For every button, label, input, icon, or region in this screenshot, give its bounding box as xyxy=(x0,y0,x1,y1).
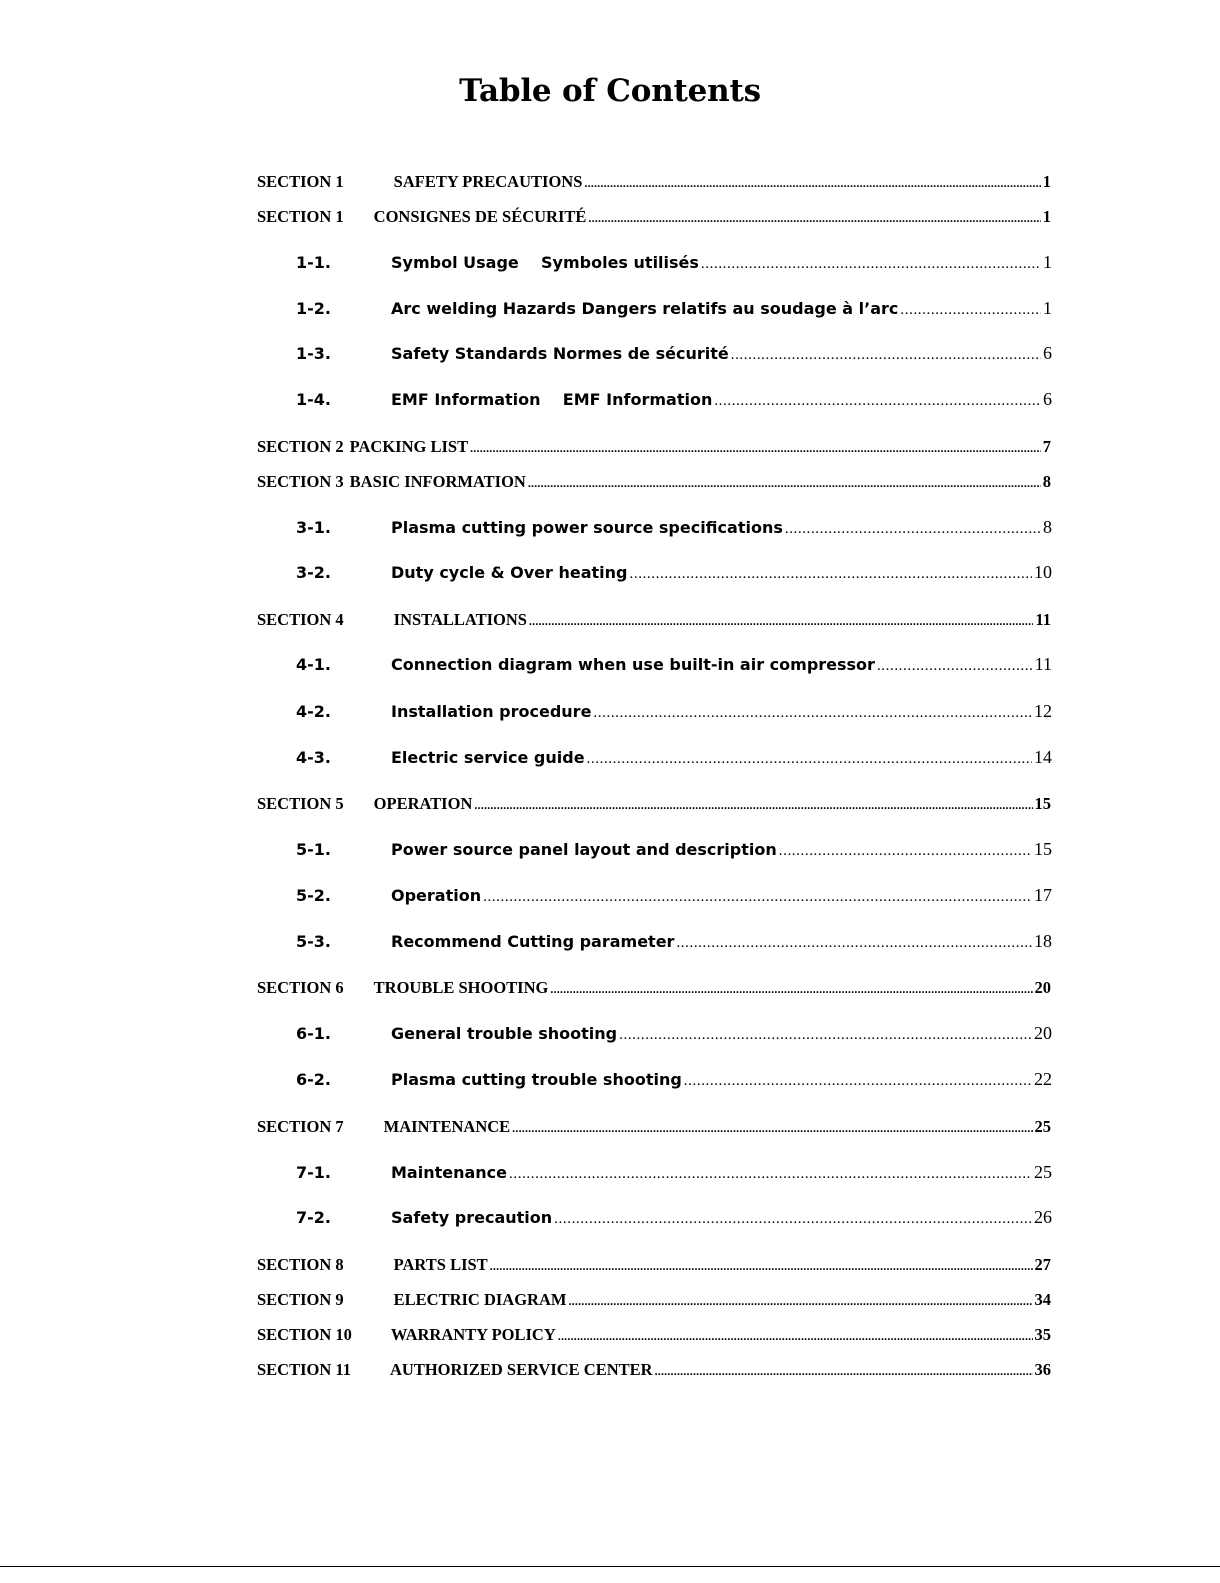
toc-entry-label: MAINTENANCE xyxy=(383,1117,511,1136)
toc-subsection-entry[interactable] xyxy=(296,1069,1052,1090)
toc-entry-number: 7-2. xyxy=(296,1208,331,1227)
toc-section-entry[interactable] xyxy=(257,1117,1051,1137)
toc-section-entry[interactable] xyxy=(257,207,1051,227)
toc-entry-number: 5-2. xyxy=(296,886,331,905)
toc-page-number: 20 xyxy=(1034,978,1051,997)
toc-page-number: 20 xyxy=(1034,1023,1052,1043)
toc-entry-number: SECTION 6 xyxy=(257,978,344,997)
toc-page-number: 11 xyxy=(1034,654,1052,674)
toc-dot-leader xyxy=(490,1259,1033,1274)
toc-page-number: 10 xyxy=(1034,562,1052,582)
toc-page-number: 7 xyxy=(1042,437,1051,456)
toc-entry-number: 4-3. xyxy=(296,748,331,767)
toc-entry-number: SECTION 2 xyxy=(257,437,344,456)
toc-entry-label: WARRANTY POLICY xyxy=(390,1325,556,1344)
toc-entry-label: CONSIGNES DE SÉCURITÉ xyxy=(373,207,587,226)
toc-entry-number: 3-2. xyxy=(296,563,331,582)
toc-dot-leader xyxy=(714,393,1041,410)
toc-page-number: 1 xyxy=(1042,207,1051,226)
toc-dot-leader xyxy=(529,614,1033,629)
toc-entry-number: SECTION 7 xyxy=(257,1117,344,1136)
toc-subsection-entry[interactable] xyxy=(296,839,1052,860)
toc-entry-label: Safety precaution xyxy=(391,1208,553,1227)
toc-entry-label: Plasma cutting trouble shooting xyxy=(391,1070,682,1089)
toc-entry-label: BASIC INFORMATION xyxy=(349,472,526,491)
toc-entry-label: Duty cycle & Over heating xyxy=(391,563,628,582)
toc-entry-label: Installation procedure xyxy=(391,702,592,721)
bottom-divider xyxy=(0,1566,1220,1567)
toc-section-entry[interactable] xyxy=(257,1290,1051,1310)
toc-entry-label: Electric service guide xyxy=(391,748,585,767)
toc-entry-number: 1-4. xyxy=(296,390,331,409)
toc-dot-leader xyxy=(550,982,1032,997)
toc-entry-number: 4-2. xyxy=(296,702,331,721)
toc-subsection-entry[interactable] xyxy=(296,562,1052,583)
toc-dot-leader xyxy=(512,1121,1032,1136)
toc-entry-label: Safety Standards Normes de sécurité xyxy=(391,344,729,363)
toc-subsection-entry[interactable] xyxy=(296,1162,1052,1183)
toc-entry-number: 5-3. xyxy=(296,932,331,951)
toc-section-entry[interactable] xyxy=(257,472,1051,492)
toc-entry-number: 7-1. xyxy=(296,1163,331,1182)
toc-entry-number: 3-1. xyxy=(296,518,331,537)
toc-page-number: 1 xyxy=(1043,298,1052,318)
toc-page-number: 6 xyxy=(1043,343,1052,363)
toc-subsection-entry[interactable] xyxy=(296,389,1052,410)
toc-section-entry[interactable] xyxy=(257,437,1051,457)
toc-entry-label: Power source panel layout and description xyxy=(391,840,777,859)
toc-entry-label: General trouble shooting xyxy=(391,1024,618,1043)
toc-dot-leader xyxy=(779,843,1032,860)
toc-section-entry[interactable] xyxy=(257,610,1051,630)
toc-entry-number: 1-2. xyxy=(296,299,331,318)
toc-entry-number: SECTION 3 xyxy=(257,472,344,491)
toc-page-number: 15 xyxy=(1034,839,1052,859)
toc-page-number: 36 xyxy=(1034,1360,1051,1379)
toc-entry-label: EMF Information EMF Information xyxy=(391,390,713,409)
toc-dot-leader xyxy=(474,798,1032,813)
toc-page-number: 1 xyxy=(1042,172,1051,191)
toc-entry-label: INSTALLATIONS xyxy=(393,610,527,629)
toc-dot-leader xyxy=(701,256,1041,273)
toc-page-number: 17 xyxy=(1034,885,1052,905)
toc-page-number: 27 xyxy=(1034,1255,1051,1274)
toc-dot-leader xyxy=(731,347,1041,364)
toc-section-entry[interactable] xyxy=(257,1360,1051,1380)
toc-entry-label: PARTS LIST xyxy=(393,1255,488,1274)
toc-entry-label: PACKING LIST xyxy=(349,437,469,456)
toc-entry-number: SECTION 8 xyxy=(257,1255,344,1274)
toc-entry-number: SECTION 5 xyxy=(257,794,344,813)
toc-entry-label: Operation xyxy=(391,886,482,905)
toc-entry-number: 6-1. xyxy=(296,1024,331,1043)
toc-dot-leader xyxy=(785,521,1041,538)
toc-subsection-entry[interactable] xyxy=(296,298,1052,319)
toc-entry-number: SECTION 10 xyxy=(257,1325,352,1344)
toc-section-entry[interactable] xyxy=(257,978,1051,998)
toc-dot-leader xyxy=(630,566,1032,583)
toc-subsection-entry[interactable] xyxy=(296,747,1052,768)
toc-page-number: 25 xyxy=(1034,1117,1051,1136)
toc-entry-number: 5-1. xyxy=(296,840,331,859)
toc-section-entry[interactable] xyxy=(257,1255,1051,1275)
toc-section-entry[interactable] xyxy=(257,172,1051,192)
toc-section-entry[interactable] xyxy=(257,1325,1051,1345)
toc-subsection-entry[interactable] xyxy=(296,654,1052,675)
toc-page-number: 25 xyxy=(1034,1162,1052,1182)
toc-entry-label: SAFETY PRECAUTIONS xyxy=(393,172,583,191)
toc-entry-label: Arc welding Hazards Dangers relatifs au soudage à l’arc xyxy=(391,299,899,318)
page-title: Table of Contents xyxy=(459,73,761,109)
toc-entry-number: SECTION 1 xyxy=(257,172,344,191)
toc-page-number: 34 xyxy=(1034,1290,1051,1309)
toc-dot-leader xyxy=(568,1294,1032,1309)
toc-entry-label: Plasma cutting power source specifications xyxy=(391,518,783,537)
toc-dot-leader xyxy=(509,1166,1032,1183)
toc-entry-number: SECTION 1 xyxy=(257,207,344,226)
toc-entry-label: Symbol Usage Symboles utilisés xyxy=(391,253,699,272)
toc-page-number: 8 xyxy=(1043,517,1052,537)
toc-entry-label: Connection diagram when use built-in air compressor xyxy=(391,655,875,674)
toc-subsection-entry[interactable] xyxy=(296,701,1052,722)
toc-page-number: 14 xyxy=(1034,747,1052,767)
toc-page-number: 8 xyxy=(1042,472,1051,491)
toc-subsection-entry[interactable] xyxy=(296,1207,1052,1228)
toc-dot-leader xyxy=(558,1329,1033,1344)
toc-page-number: 1 xyxy=(1043,252,1052,272)
toc-entry-label: AUTHORIZED SERVICE CENTER xyxy=(390,1360,653,1379)
toc-dot-leader xyxy=(554,1211,1032,1228)
toc-entry-label: Recommend Cutting parameter xyxy=(391,932,675,951)
toc-section-entry[interactable] xyxy=(257,794,1051,814)
toc-dot-leader xyxy=(684,1073,1032,1090)
toc-dot-leader xyxy=(587,751,1032,768)
toc-subsection-entry[interactable] xyxy=(296,885,1052,906)
toc-dot-leader xyxy=(588,211,1040,226)
toc-page-number: 35 xyxy=(1034,1325,1051,1344)
toc-dot-leader xyxy=(593,705,1032,722)
toc-entry-number: 4-1. xyxy=(296,655,331,674)
toc-subsection-entry[interactable] xyxy=(296,931,1052,952)
toc-subsection-entry[interactable] xyxy=(296,1023,1052,1044)
toc-dot-leader xyxy=(528,476,1041,491)
toc-dot-leader xyxy=(483,889,1032,906)
toc-subsection-entry[interactable] xyxy=(296,343,1052,364)
toc-page-number: 12 xyxy=(1034,701,1052,721)
toc-dot-leader xyxy=(655,1364,1033,1379)
toc-page-number: 18 xyxy=(1034,931,1052,951)
toc-dot-leader xyxy=(619,1027,1032,1044)
toc-dot-leader xyxy=(900,302,1041,319)
toc-page-number: 22 xyxy=(1034,1069,1052,1089)
toc-entry-number: 6-2. xyxy=(296,1070,331,1089)
toc-subsection-entry[interactable] xyxy=(296,517,1052,538)
toc-entry-number: SECTION 4 xyxy=(257,610,344,629)
toc-entry-label: TROUBLE SHOOTING xyxy=(373,978,549,997)
toc-entry-label: OPERATION xyxy=(373,794,473,813)
toc-entry-label: ELECTRIC DIAGRAM xyxy=(393,1290,567,1309)
toc-entry-label: Maintenance xyxy=(391,1163,508,1182)
toc-dot-leader xyxy=(877,658,1033,675)
toc-entry-number: SECTION 9 xyxy=(257,1290,344,1309)
toc-page-number: 26 xyxy=(1034,1207,1052,1227)
toc-dot-leader xyxy=(584,176,1040,191)
toc-entry-number: SECTION 11 xyxy=(257,1360,351,1379)
toc-page-number: 6 xyxy=(1043,389,1052,409)
toc-page-number: 11 xyxy=(1035,610,1051,629)
toc-dot-leader xyxy=(676,935,1032,952)
toc-entry-number: 1-3. xyxy=(296,344,331,363)
toc-page-number: 15 xyxy=(1034,794,1051,813)
toc-dot-leader xyxy=(470,441,1041,456)
toc-entry-number: 1-1. xyxy=(296,253,331,272)
toc-subsection-entry[interactable] xyxy=(296,252,1052,273)
